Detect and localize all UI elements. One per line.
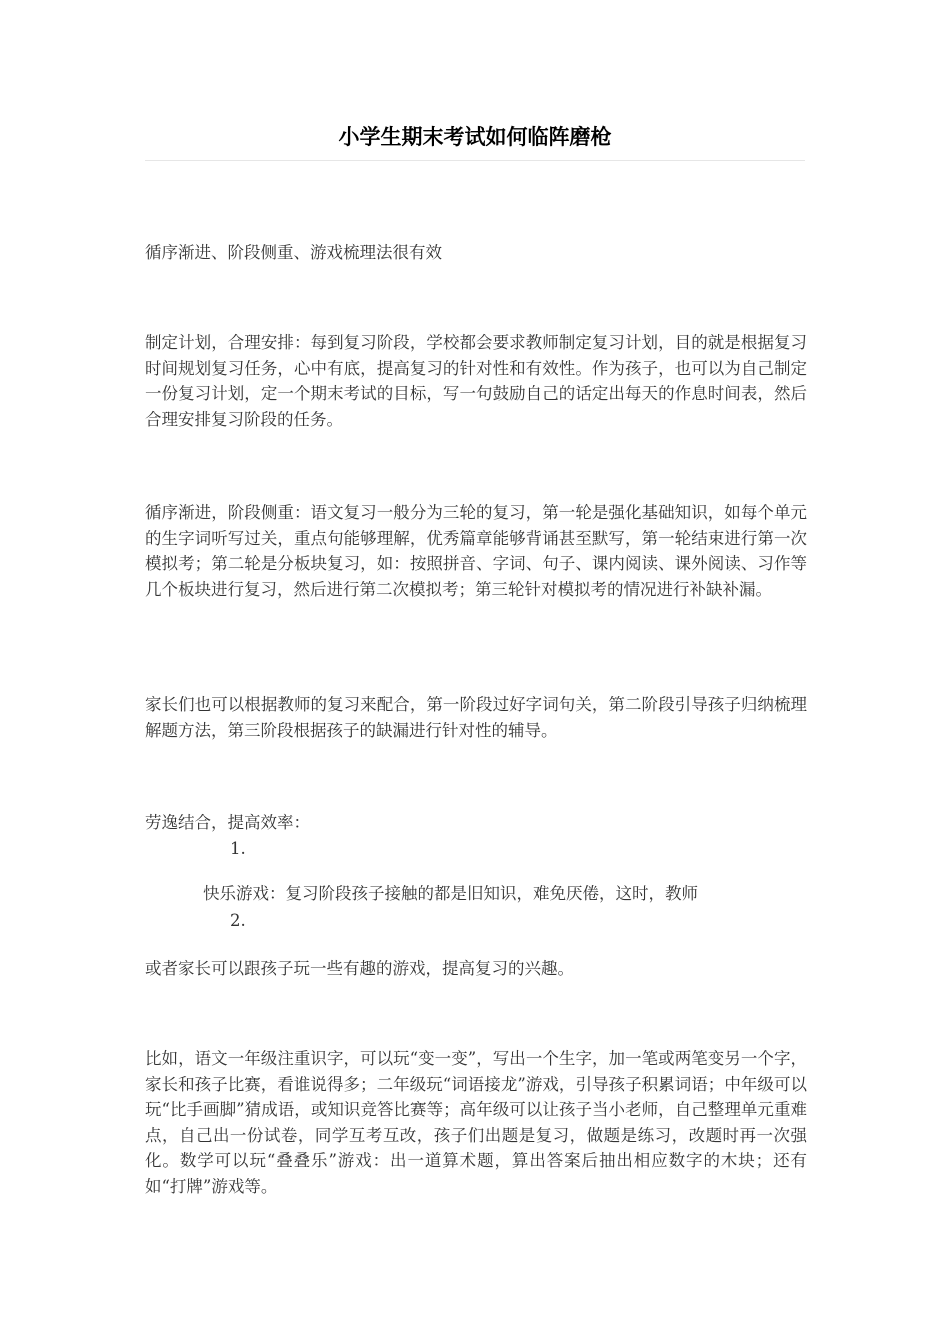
subtitle-paragraph: 循序渐进、阶段侧重、游戏梳理法很有效 [145,243,442,262]
paragraph-balance: 劳逸结合，提高效率： [145,813,310,832]
document-title: 小学生期末考试如何临阵磨枪 [338,124,612,149]
list-marker-2: 2. [230,911,246,930]
paragraph-stages: 循序渐进，阶段侧重：语文复习一般分为三轮的复习，第一轮是强化基础知识，如每个单元的生字词听写过关，重点句能够理解，优秀篇章能够背诵甚至默写，第一轮结束进行第一次模拟考；第二轮是分板块复习，如：按照拼音、字词、句子、课内阅读、课外阅读、习作等几个板块进行复习，然后进行第二次模拟考；第三轮针对模拟考的情况进行补缺补漏。 [145,503,807,599]
paragraph-parents: 家长们也可以根据教师的复习来配合，第一阶段过好字词句关，第二阶段引导孩子归纳梳理解题方法，第三阶段根据孩子的缺漏进行针对性的辅导。 [145,695,807,740]
title-divider [145,160,805,161]
list-marker-1: 1. [230,839,246,858]
paragraph-plan: 制定计划，合理安排：每到复习阶段，学校都会要求教师制定复习计划，目的就是根据复习时间规划复习任务，心中有底，提高复习的针对性和有效性。作为孩子，也可以为自己制定一份复习计划，定一个期末考试的目标，写一句鼓励自己的话定出每天的作息时间表，然后合理安排复习阶段的任务。 [145,333,807,429]
list-item-text: 快乐游戏：复习阶段孩子接触的都是旧知识，难免厌倦，这时，教师 [203,884,698,903]
paragraph-examples: 比如，语文一年级注重识字，可以玩“变一变”，写出一个生字，加一笔或两笔变另一个字，家长和孩子比赛，看谁说得多；二年级玩“词语接龙”游戏，引导孩子积累词语；中年级可以玩“比手画脚”猜成语，或知识竞答比赛等；高年级可以让孩子当小老师，自己整理单元重难点，自己出一份试卷，同学互考互改，孩子们出题是复习，做题是练习，改题时再一次强化。数学可以玩“叠叠乐”游戏：出一道算术题，算出答案后抽出相应数字的木块；还有如“打牌”游戏等。 [145,1049,807,1196]
paragraph-continuation: 或者家长可以跟孩子玩一些有趣的游戏，提高复习的兴趣。 [145,959,574,978]
